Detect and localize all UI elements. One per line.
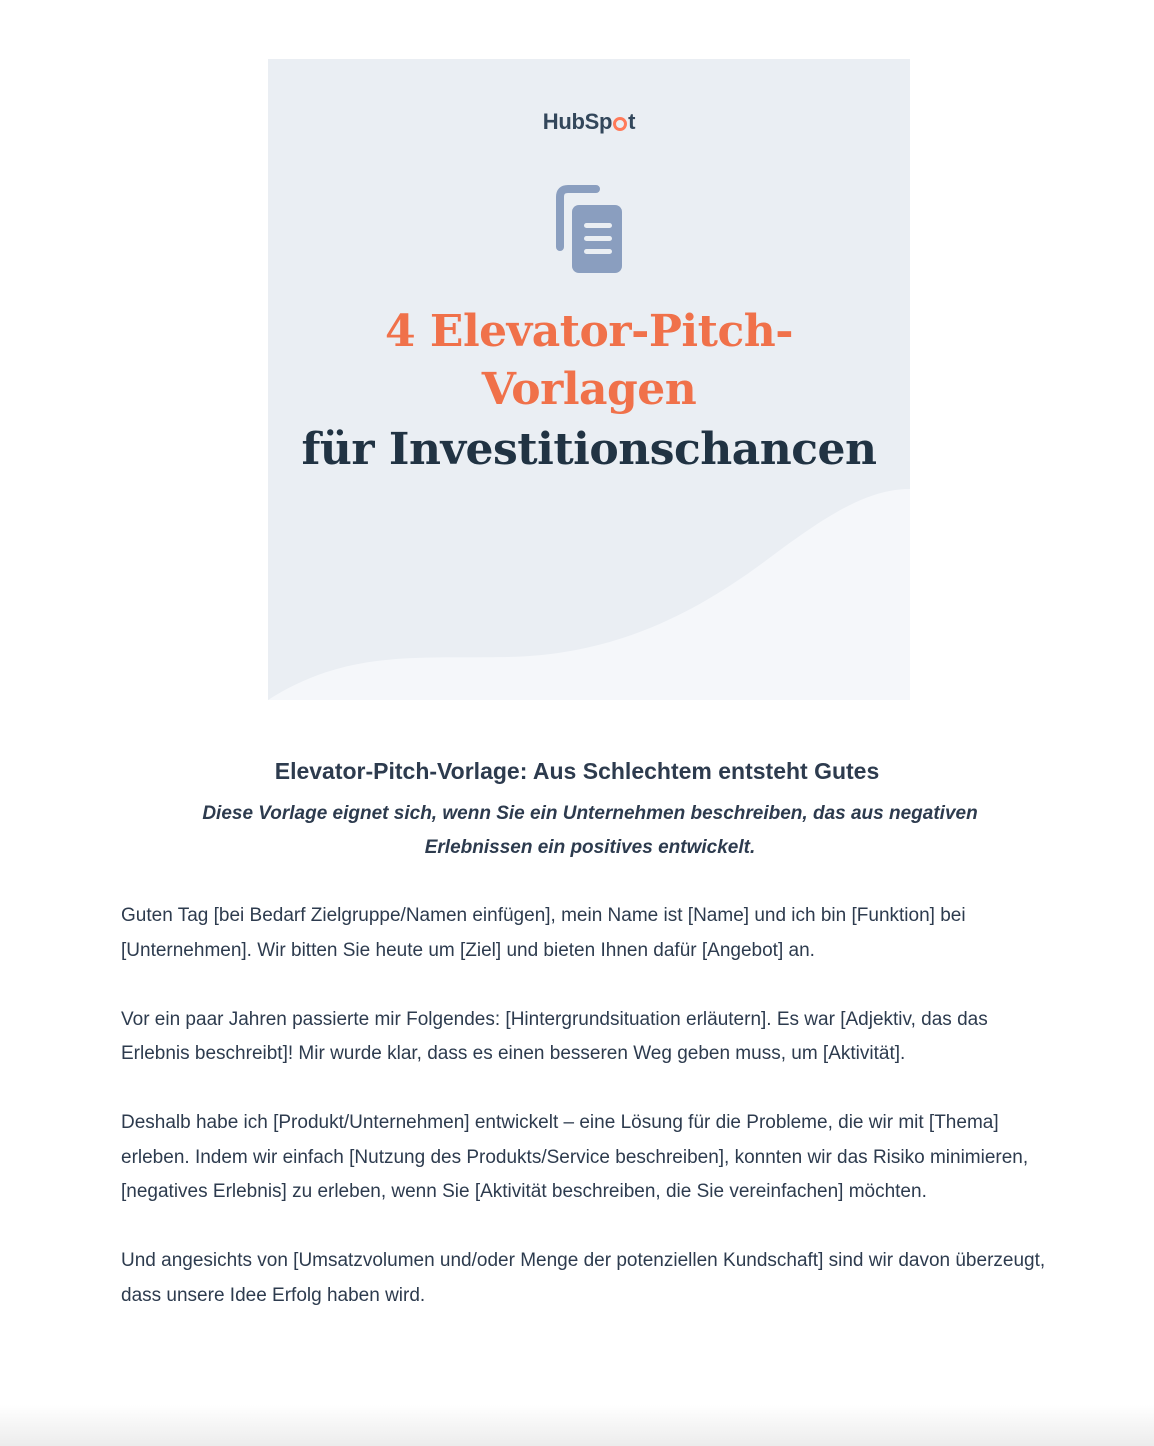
paragraph-solution: Deshalb habe ich [Produkt/Unternehmen] entwickelt – eine Lösung für die Probleme, die wir mit [Thema] erleben. Indem wir einfach [Nutzung des Produkts/Service beschreiben], konnten wir das Risiko minimieren, [negatives Erlebnis] zu erleben, wenn Sie [Aktivität beschreiben, die Sie vereinfachen] möchten. [121, 1112, 1029, 1202]
paragraph-closing: Und angesichts von [Umsatzvolumen und/oder Menge der potenziellen Kundschaft] sind wir davon überzeugt, dass unsere Idee Erfolg haben wird. [121, 1250, 1046, 1306]
hero-title-line-2: Vorlagen [481, 364, 697, 415]
sprocket-icon [613, 117, 627, 131]
bottom-fade [0, 1405, 1154, 1446]
section-heading: Elevator-Pitch-Vorlage: Aus Schlechtem entsteht Gutes [274, 758, 880, 784]
hero-banner [268, 59, 910, 700]
section-intro-line-1: Diese Vorlage eignet sich, wenn Sie ein Unternehmen beschreiben, das aus negativen [202, 803, 978, 824]
hero-title-line-1: 4 Elevator-Pitch- [384, 306, 794, 357]
template-body [121, 899, 1056, 1348]
document-copy-icon [552, 185, 626, 277]
section-intro-line-2: Erlebnissen ein positives entwickelt. [424, 837, 756, 858]
hero-title [268, 303, 910, 419]
paragraph-intro: Guten Tag [bei Bedarf Zielgruppe/Namen einfügen], mein Name ist [Name] und ich bin [Funktion] bei [Unternehmen]. Wir bitten Sie heute um [Ziel] und bieten Ihnen dafür [Angebot] an. [121, 905, 966, 961]
section-intro [155, 797, 1025, 865]
hubspot-logo: HubSp t [542, 109, 636, 134]
hero-subtitle: für Investitionschancen [301, 424, 877, 475]
paragraph-background: Vor ein paar Jahren passierte mir Folgendes: [Hintergrundsituation erläutern]. Es war [Adjektiv, das das Erlebnis beschreibt]! Mir wurde klar, dass es einen besseren Weg geben muss, um [Aktivität]. [121, 1008, 988, 1064]
